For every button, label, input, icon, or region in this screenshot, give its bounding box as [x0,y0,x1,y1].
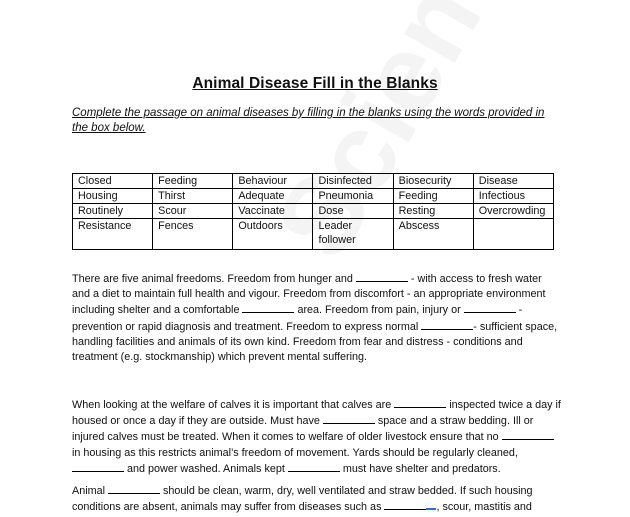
word-cell: Vaccinate [233,204,313,219]
passage-text: should be clean, warm, dry, well ventilated and straw bedded. If such housing conditions are absent, animals may suffer from diseases such as [72,485,533,514]
passage-text: - sufficient space, handling facilities and animals of its own kind. Freedom from fear and distress - conditions and treatment (e.g. stockmanship) which prevent mental suffering. [72,320,558,364]
fill-blank[interactable] [502,429,554,440]
fill-blank[interactable] [242,302,294,313]
word-cell: Pneumonia [313,189,393,204]
word-box-row [73,174,554,189]
passage-text: , scour, mastitis and [436,501,532,514]
passage-text: space and a straw bedding. Ill or injured calves must be treated. When it comes to welfare of older livestock ensure that no [72,415,534,444]
fill-blank[interactable] [72,461,124,472]
word-cell: Dose [313,204,393,219]
passage-paragraph-housing [72,483,562,515]
word-cell: Disinfected [313,174,393,189]
fill-blank[interactable] [464,302,516,313]
document-title: Animal Disease Fill in the Blanks [192,75,438,92]
fill-blank[interactable] [323,413,375,424]
fill-blank[interactable] [356,271,408,282]
word-cell: Behaviour [233,174,313,189]
passage-text: When looking at the welfare of calves it is important that calves are [72,399,395,411]
word-cell: Resting [393,204,473,219]
word-box-row [73,189,554,204]
passage-paragraph-calves [72,397,562,477]
word-cell: Feeding [153,174,233,189]
word-box-row [73,204,554,219]
passage-text: Animal [72,485,109,497]
word-cell: Overcrowding [473,204,553,219]
word-cell: Scour [153,204,233,219]
word-cell: Resistance [73,219,153,250]
spellcheck-marker [426,505,436,510]
word-cell: Routinely [73,204,153,219]
word-cell: Outdoors [233,219,313,250]
word-cell: Abscess [393,219,473,250]
fill-blank[interactable] [108,483,160,494]
word-box-table [72,173,554,250]
word-cell: Housing [73,189,153,204]
passage-text: area. Freedom from pain, injury or [294,304,464,317]
word-cell: Infectious [473,189,553,204]
fill-blank[interactable] [394,397,446,408]
word-box-row [73,219,554,250]
passage-text: inspected twice a day if housed or once a day if they are outside. Must have [72,399,561,428]
passage-text: There are five animal freedoms. Freedom from hunger and [72,273,356,285]
word-cell [473,219,553,250]
fill-blank[interactable] [288,461,340,472]
word-cell: Leader follower [313,219,393,250]
word-cell: Disease [473,174,553,189]
word-cell: Closed [73,174,153,189]
word-cell: Thirst [153,189,233,204]
word-cell: Biosecurity [393,174,473,189]
word-cell: Fences [153,219,233,250]
word-cell: Feeding [393,189,473,204]
instructions: Complete the passage on animal diseases by filling in the blanks using the words provided in the box below. [72,107,545,134]
passage-text: - with access to fresh water and a diet to maintain full health and vigour. Freedom from discomfort - an appropriate environment including shelter and a comfortable [72,273,546,317]
passage-text: - prevention or rapid diagnosis and treatment. Freedom to express normal [72,304,523,333]
fill-blank[interactable] [421,319,473,330]
passage-text: in housing as this restricts animal’s freedom of movement. Yards should be regularly cleaned, [72,446,518,459]
word-cell: Adequate [233,189,313,204]
passage-text: and power washed. Animals kept [124,462,288,475]
passage-text: must have shelter and predators. [339,462,501,475]
passage-paragraph-freedoms [72,271,562,365]
